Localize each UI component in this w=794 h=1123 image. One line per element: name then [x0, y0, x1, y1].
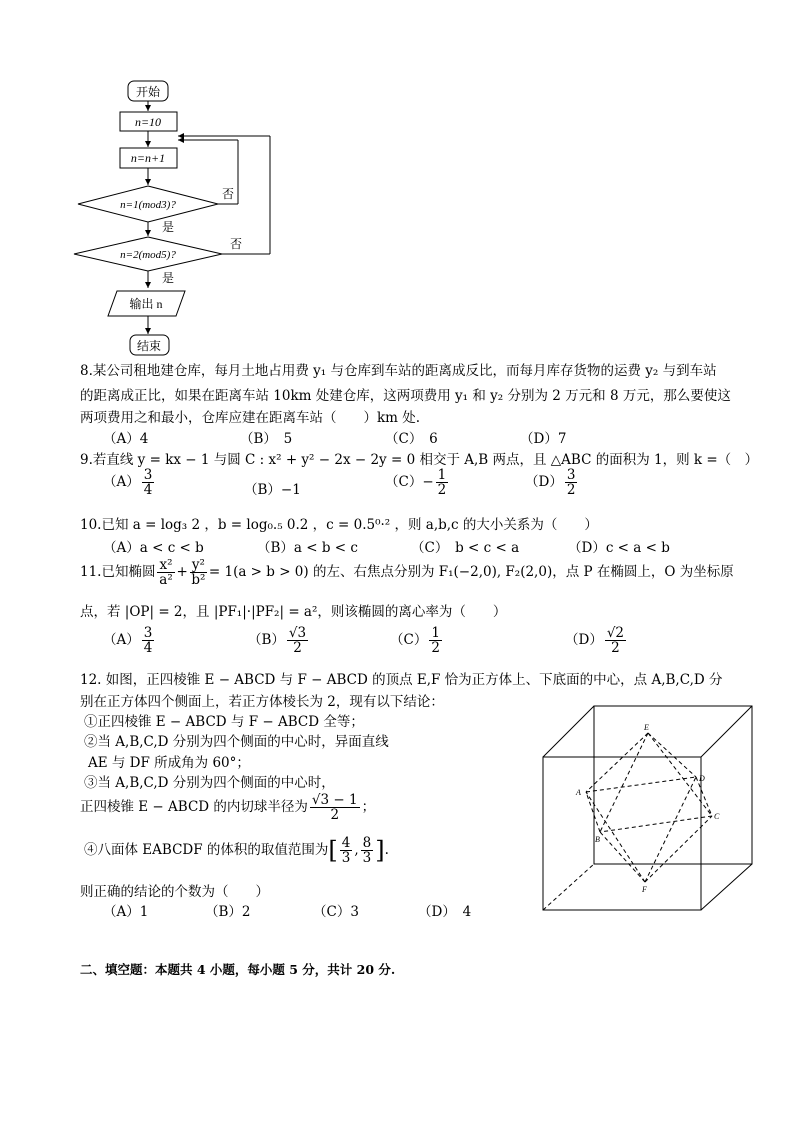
cube-octahedron-figure	[538, 700, 758, 915]
q12-statement-3a: ③当 A,B,C,D 分别为四个侧面的中心时，	[84, 775, 335, 791]
q9-stem: 9.若直线 y = kx − 1 与圆 C : x² + y² − 2x − 2y = 0 相交于 A,B 两点，且 △ABC 的面积为 1，则 k =（ ）	[80, 452, 759, 468]
cond1-no-label: 否	[222, 187, 235, 201]
q9-option-a: （A） $\frac{3}{4}$	[103, 467, 153, 499]
q9-option-c: （C）− $\frac{1}{2}$	[385, 467, 447, 499]
q10-option-c: （C） b < c < a	[411, 540, 520, 556]
q12-option-a: （A）1	[103, 904, 149, 920]
q10-stem: 10.已知 a = log₃ 2 ，b = log₀.₅ 0.2 ，c = 0.5⁰·² ，则 a,b,c 的大小关系为（ ）	[80, 517, 598, 533]
q8-option-b: （B） 5	[240, 431, 293, 447]
q12-option-c: （C）3	[313, 904, 359, 920]
q12-statement-3b: 正四棱锥 E − ABCD 的内切球半径为 $\frac{√3 - 1}{2}$ ；	[80, 792, 376, 824]
q8-option-d: （D）7	[520, 431, 567, 447]
q12-option-d: （D） 4	[418, 904, 472, 920]
end-label: 结束	[136, 339, 162, 353]
init-label: n=10	[134, 115, 162, 129]
q11-stem-line1: 11.已知椭圆 $\frac{\text{x²}}{\text{a²}}$ + $\frac{\text{y²}}{\text{b²}}$ = 1(a > b > 0) 的左、右焦点分别为 F₁(−2,0), F₂(2,0)，点 P 在椭圆上，O 为坐标原	[80, 557, 734, 589]
q12-question: 则正确的结论的个数为（ ）	[80, 884, 269, 900]
fig-label-C: C	[714, 812, 720, 821]
fig-label-E: E	[644, 723, 649, 732]
q8-line1: 8.某公司租地建仓库，每月土地占用费 y₁ 与仓库到车站的距离成反比，而每月库存货物的运费 y₂ 与到车站	[80, 363, 717, 379]
q9-option-b: （B）−1	[244, 482, 301, 498]
step-label: n=n+1	[130, 151, 166, 165]
q10-option-a: （A）a < c < b	[103, 540, 204, 556]
q12-statement-1: ①正四棱锥 E − ABCD 与 F − ABCD 全等；	[84, 714, 364, 730]
q12-line2: 别在正方体四个侧面上，若正方体棱长为 2，现有以下结论：	[80, 694, 444, 710]
q12-statement-4: ④八面体 EABCDF 的体积的取值范围为[ $\frac{4}{3}$ , $\frac{8}{3}$ ].	[84, 835, 389, 867]
q12-line1: 12. 如图，正四棱锥 E − ABCD 与 F − ABCD 的顶点 E,F 恰为正方体上、下底面的中心，点 A,B,C,D 分	[80, 672, 723, 688]
q12-statement-2a: ②当 A,B,C,D 分别为四个侧面的中心时，异面直线	[84, 734, 389, 750]
q11-option-a: （A） $\frac{3}{4}$	[103, 625, 153, 657]
flowchart-figure	[70, 70, 290, 360]
fig-label-A: A	[576, 788, 581, 797]
q9-option-d: （D） $\frac{3}{2}$	[525, 467, 576, 499]
q12-option-b: （B）2	[205, 904, 251, 920]
q8-line3: 两项费用之和最小，仓库应建在距离车站（ ）km 处.	[80, 410, 421, 426]
q11-option-c: （C） $\frac{1}{2}$	[390, 625, 440, 657]
cond1-yes-label: 是	[162, 220, 175, 234]
section2-heading: 二、填空题：本题共 4 小题，每小题 5 分，共计 20 分.	[80, 962, 396, 977]
output-label: 输出 n	[129, 297, 163, 311]
q11-stem-line2: 点，若 |OP| = 2，且 |PF₁|·|PF₂| = a²，则该椭圆的离心率为（ ）	[80, 604, 507, 620]
start-label: 开始	[135, 85, 161, 99]
cond2-label: n=2(mod5)?	[120, 249, 176, 261]
q8-line2: 的距离成正比，如果在距离车站 10km 处建仓库，这两项费用 y₁ 和 y₂ 分别为 2 万元和 8 万元，那么要使这	[80, 388, 731, 404]
q11-option-d: （D） $\frac{√2}{2}$	[565, 625, 625, 657]
q12-statement-2b: AE 与 DF 所成角为 60°；	[88, 755, 250, 771]
fig-label-D: D	[699, 774, 705, 783]
octahedron-edges	[586, 733, 712, 882]
q10-option-d: （D）c < a < b	[568, 540, 670, 556]
q10-option-b: （B）a < b < c	[257, 540, 358, 556]
fig-label-B: B	[595, 835, 600, 844]
cond2-yes-label: 是	[162, 271, 175, 285]
q8-option-c: （C） 6	[385, 431, 438, 447]
cond1-label: n=1(mod3)?	[120, 199, 176, 211]
fig-label-F: F	[642, 885, 647, 894]
cond2-no-label: 否	[230, 237, 243, 251]
q11-option-b: （B） $\frac{√3}{2}$	[248, 625, 307, 657]
q8-option-a: （A）4	[103, 431, 149, 447]
